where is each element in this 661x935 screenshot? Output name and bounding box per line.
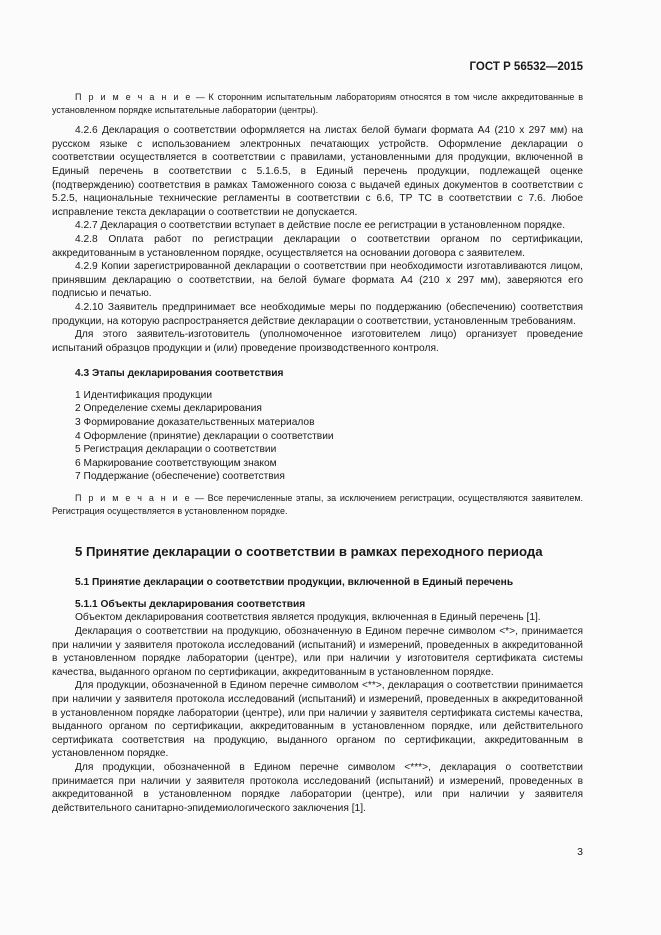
paragraph: Декларация о соответствии на продукцию, обозначенную в Едином перечне символом <*>, принимается при наличии у заявителя протокола исследований (испытаний) и измерений, проведенных в аккредитованной в установленном порядке лаборатории (центре), или при наличии у изготовителя сертификата системы качества, выданного органом по сертификации, аккредитованным в установленном порядке. [52, 626, 583, 678]
note-text: — Все перечисленные этапы, за исключением регистрации, осуществляются заявителем. Регистрация осуществляется в установленном порядке. [52, 493, 584, 516]
note [52, 91, 583, 116]
section-5-1-1-heading: 5.1.1 Объекты декларирования соответствия [75, 598, 306, 610]
paragraph: Для продукции, обозначенной в Едином перечне символом <***>, декларация о соответствии принимается при наличии у заявителя протокола исследований (испытаний) и измерений, проведенных в аккредитованной в установленном порядке лаборатории (центре), или при наличии у заявителя действительного санитарно-эпидемиологического заключения [1]. [52, 761, 583, 814]
section-5-1-heading: 5.1 Принятие декларации о соответствии продукции, включенной в Единый перечень [75, 577, 514, 589]
clause-4-2-7: 4.2.7 Декларация о соответствии вступает в действие после ее регистрации в установленном порядке. [75, 220, 566, 232]
note-text: — К сторонним испытательным лабораториям относятся в том числе аккредитованные в установленном порядке испытательные лаборатории (центры). [52, 92, 583, 115]
paragraph: Для продукции, обозначенной в Едином перечне символом <**>, декларация о соответствии принимается при наличии у заявителя протокола исследований (испытаний) и измерений, проведенных в аккредитованной в установленном порядке лаборатории (центре), или при наличии у заявителя сертификата системы качества, выданного органом по сертификации, аккредитованным в установленном порядке, или действительного сертификата соответствия на продукцию, выданного органом по сертификации, аккредитованным в установленном порядке. [52, 680, 583, 760]
note [52, 492, 583, 517]
clause-4-2-9: 4.2.9 Копии зарегистрированной декларации о соответствии при необходимости изготавливаются лицом, принявшим декларацию о соответствии, на белой бумаге формата А4 (210 х 297 мм), заверяются его подписью и печатью. [52, 261, 583, 300]
document-id: ГОСТ Р 56532—2015 [469, 61, 583, 73]
list-item: 7 Поддержание (обеспечение) соответствия [75, 471, 285, 483]
list-item: 3 Формирование доказательственных материалов [75, 417, 315, 429]
clause-4-2-8: 4.2.8 Оплата работ по регистрации декларации о соответствии органом по сертификации, аккредитованным в установленном порядке, осуществляется на основании договора с заявителем. [52, 233, 583, 259]
note-label: П р и м е ч а н и е [75, 92, 192, 102]
clause-4-2-10: 4.2.10 Заявитель предпринимает все необходимые меры по поддержанию (обеспечению) соответствия продукции, на которую распространяется действие декларации о соответствии, установленным требованиям. [52, 301, 583, 327]
page-number: 3 [577, 846, 583, 858]
list-item: 6 Маркирование соответствующим знаком [75, 457, 277, 469]
clause-4-2-6: 4.2.6 Декларация о соответствии оформляется на листах белой бумаги формата А4 (210 х 297 мм) на русском языке с использованием электронных печатающих устройств. Оформление декларации о соответствии осуществляется в соответствии с правилами, установленными для продукции, включенной в Единый перечень в соответствии с 5.1.6.5, в Единый перечень продукции, подлежащей оценке (подтверждению) соответствия в рамках Таможенного союза с выдачей единых документов в соответствии с 5.2.5, национальные технические регламенты в соответствии с 6.6, ТР ТС в соответствии с 7.6. Любое исправление текста декларации о соответствии не допускается. [52, 125, 583, 218]
paragraph: Объектом декларирования соответствия является продукция, включенная в Единый перечень [1]. [75, 612, 541, 624]
list-item: 2 Определение схемы декларирования [75, 403, 262, 415]
list-item: 1 Идентификация продукции [75, 389, 213, 401]
list-item: 4 Оформление (принятие) декларации о соответствии [75, 430, 334, 442]
section-4-3-heading: 4.3 Этапы декларирования соответствия [75, 368, 284, 380]
stages-list [52, 389, 583, 484]
list-item: 5 Регистрация декларации о соответствии [75, 444, 277, 456]
clause-paragraph: Для этого заявитель-изготовитель (уполномоченное изготовителем лицо) организует проведение испытаний образцов продукции и (или) проведение производственного контроля. [52, 329, 583, 354]
section-5-heading: 5 Принятие декларации о соответствии в рамках переходного периода [75, 544, 543, 560]
note-label: П р и м е ч а н и е [75, 493, 192, 504]
page-body [52, 88, 583, 815]
